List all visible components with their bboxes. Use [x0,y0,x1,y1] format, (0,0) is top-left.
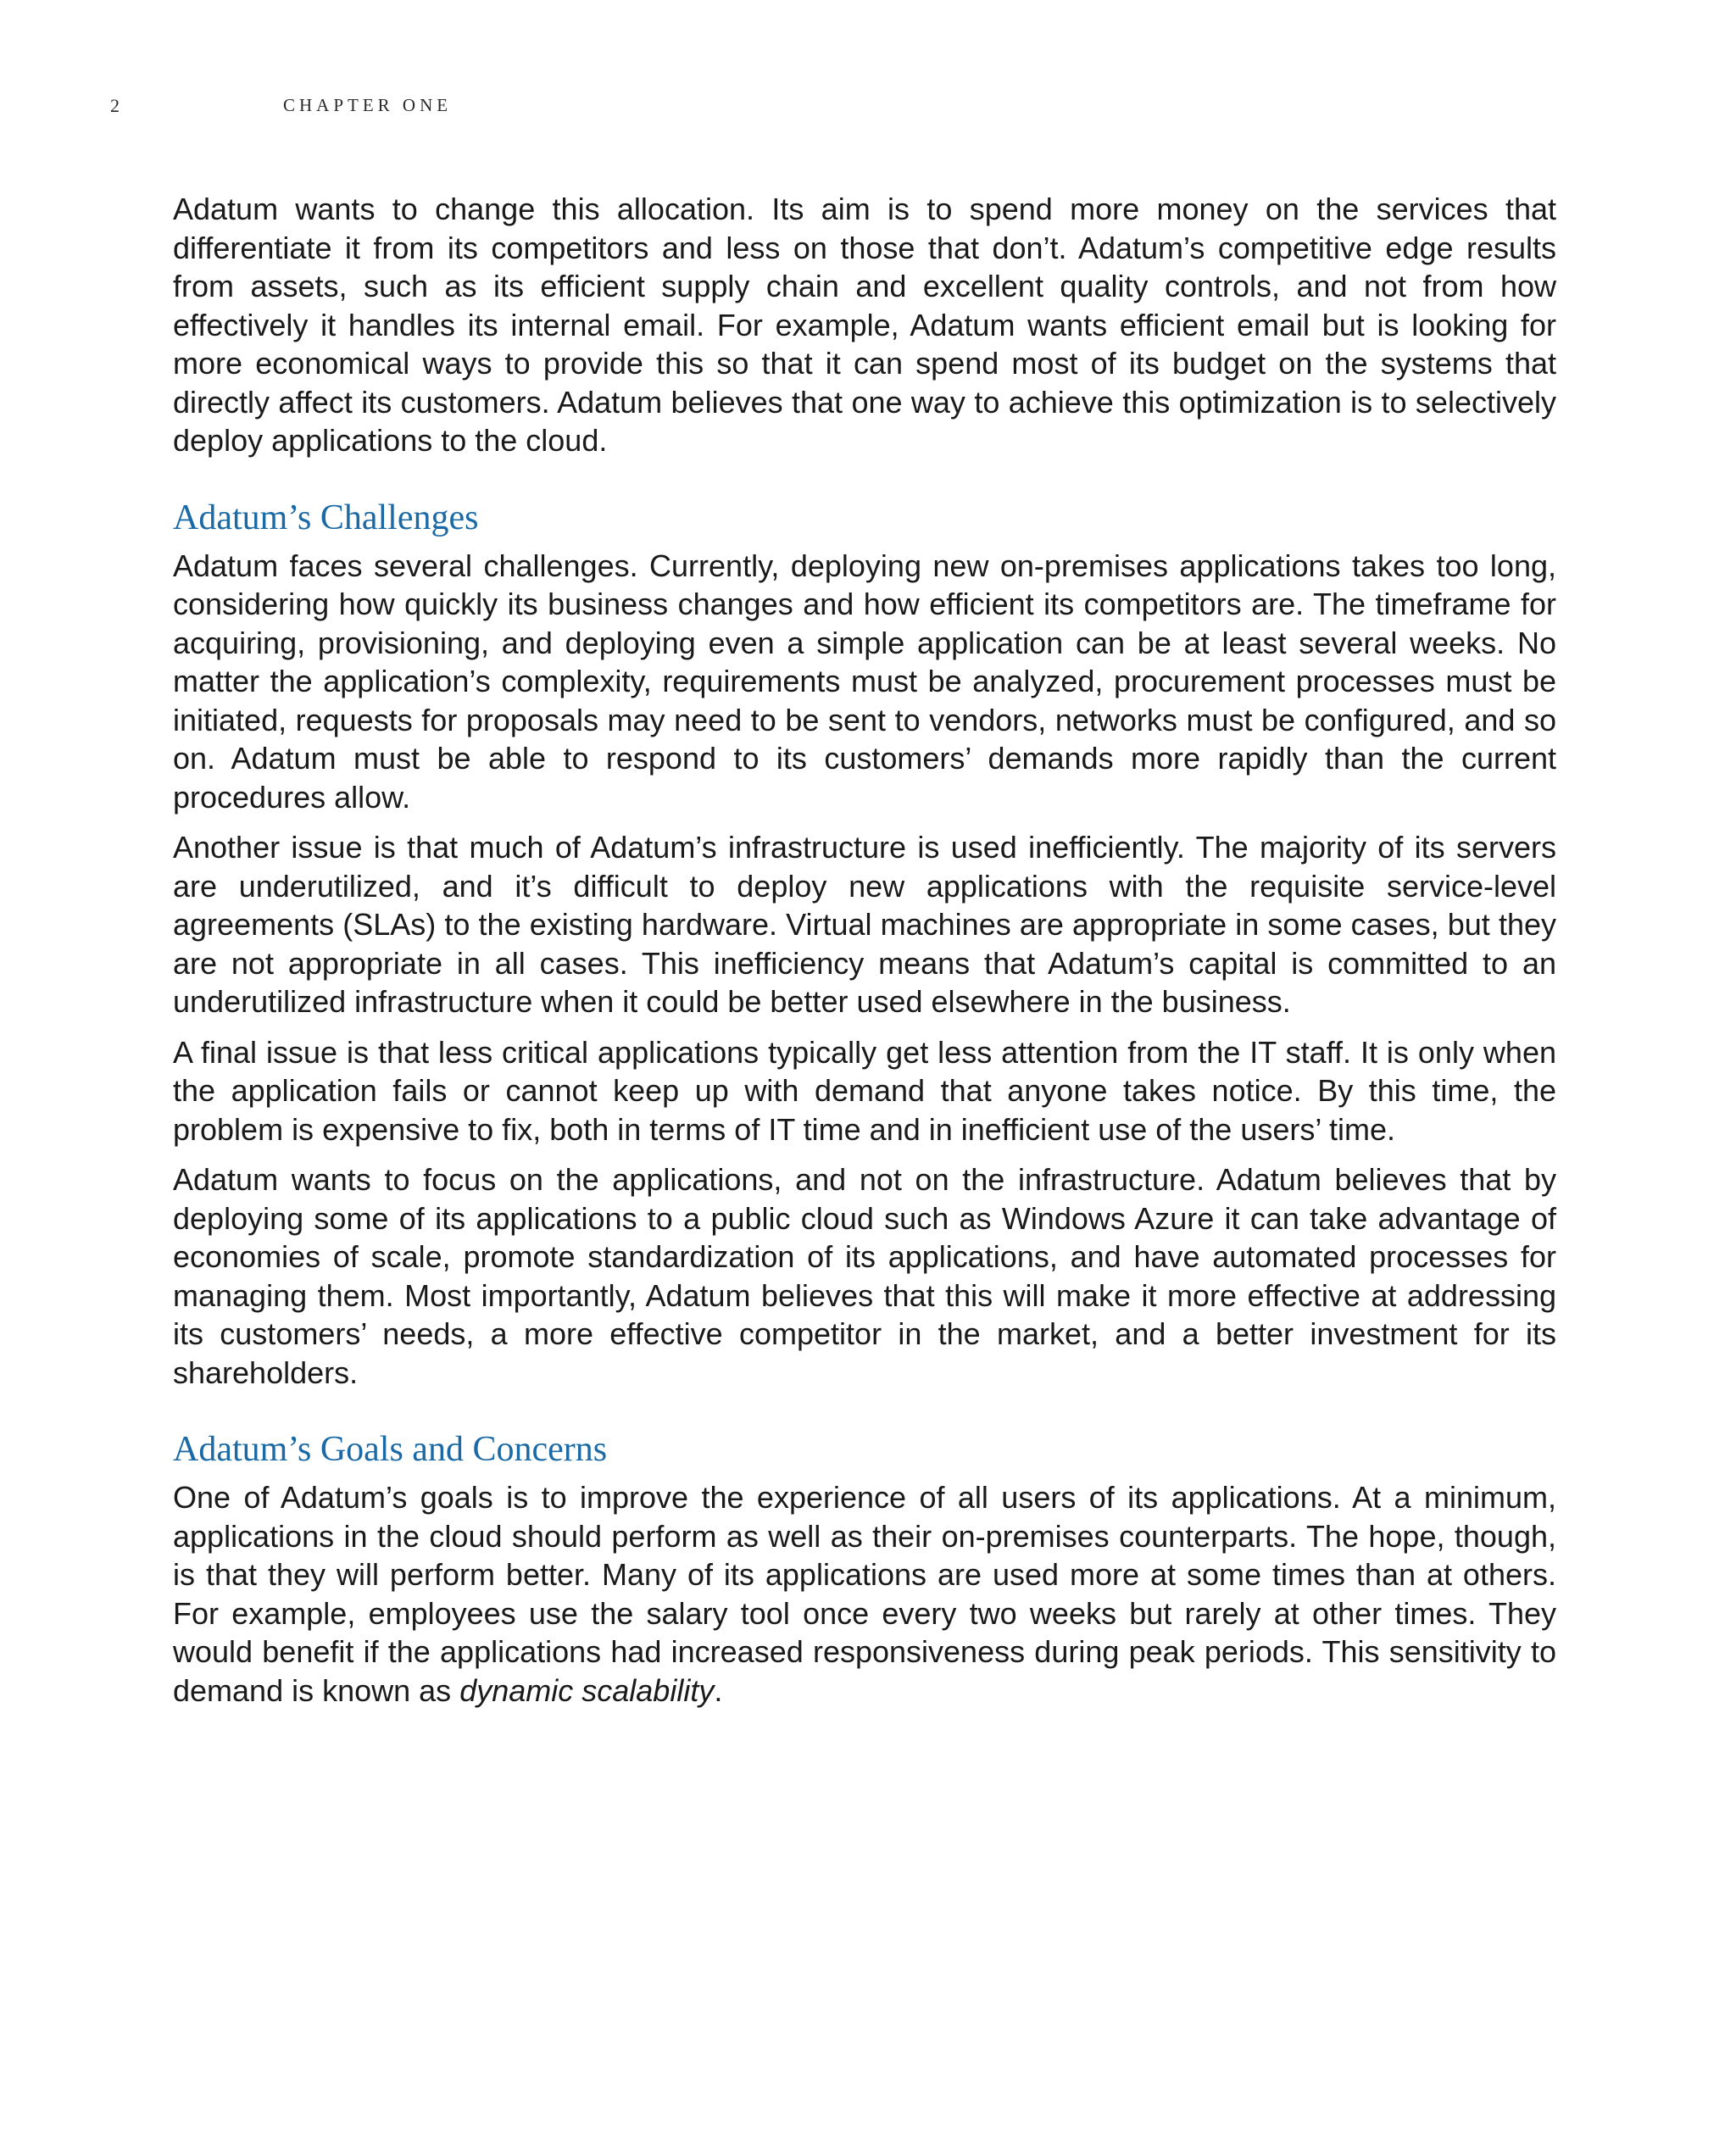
running-header [110,95,1626,129]
section-heading-challenges: Adatum’s Challenges [173,498,479,537]
challenges-paragraph-3: A final issue is that less critical applications typically get less attention from the IT staff. It is only when the application fails or cannot keep up with demand that anyone takes notice. By this time, the problem is expensive to fix, both in terms of IT time and in inefficient use of the users’ time. [173,1034,1556,1147]
goals-paragraph-emphasis: dynamic scalability [459,1672,715,1708]
page-body [173,190,1556,1722]
challenges-paragraph-1: Adatum faces several challenges. Currently, deploying new on-premises applications takes too long, considering how quickly its business changes and how efficient its competitors are. The timeframe for acquiring, provisioning, and deploying even a simple application can be at least several weeks. No matter the application’s complexity, requirements must be analyzed, procurement processes must be initiated, requests for proposals may need to be sent to vendors, networks must be configured, and so on. Adatum must be able to respond to its customers’ demands more rapidly than the current procedures allow. [173,548,1556,815]
goals-paragraph-end: . [714,1672,723,1708]
chapter-label: CHAPTER ONE [283,95,453,115]
intro-paragraph: Adatum wants to change this allocation. Its aim is to spend more money on the services that differentiate it from its competitors and less on those that don’t. Adatum’s competitive edge results from assets, such as its efficient supply chain and excellent quality controls, and not from how effectively it handles its internal email. For example, Adatum wants efficient email but is looking for more economical ways to provide this so that it can spend most of its budget on the systems that directly affect its customers. Adatum believes that one way to achieve this optimization is to selectively deploy applications to the cloud. [173,192,1556,458]
page-number: 2 [110,95,123,116]
challenges-paragraph-4: Adatum wants to focus on the applications, and not on the infrastructure. Adatum believes that by deploying some of its applications to a public cloud such as Windows Azure it can take advantage of economies of scale, promote standardization of its applications, and have automated processes for managing them. Most importantly, Adatum believes that this will make it more effective at addressing its customers’ needs, a more effective competitor in the market, and a better investment for its shareholders. [173,1162,1556,1390]
goals-paragraph [173,1478,1556,1710]
goals-paragraph-text: One of Adatum’s goals is to improve the experience of all users of its applications. At a minimum, applications in the cloud should perform as well as their on-premises counterparts. The hope, though, is that they will perform better. Many of its applications are used more at some times than at others. For example, employees use the salary tool once every two weeks but rarely at other times. They would benefit if the applications had increased responsiveness during peak periods. This sensitivity to demand is known as [173,1480,1556,1708]
challenges-paragraph-2: Another issue is that much of Adatum’s infrastructure is used inefficiently. The majority of its servers are underutilized, and it’s difficult to deploy new applications with the requisite service-level agreements (SLAs) to the existing hardware. Virtual machines are appropriate in some cases, but they are not appropriate in all cases. This inefficiency means that Adatum’s capital is committed to an underutilized infrastructure when it could be better used elsewhere in the business. [173,830,1556,1019]
section-heading-goals: Adatum’s Goals and Concerns [173,1430,608,1469]
